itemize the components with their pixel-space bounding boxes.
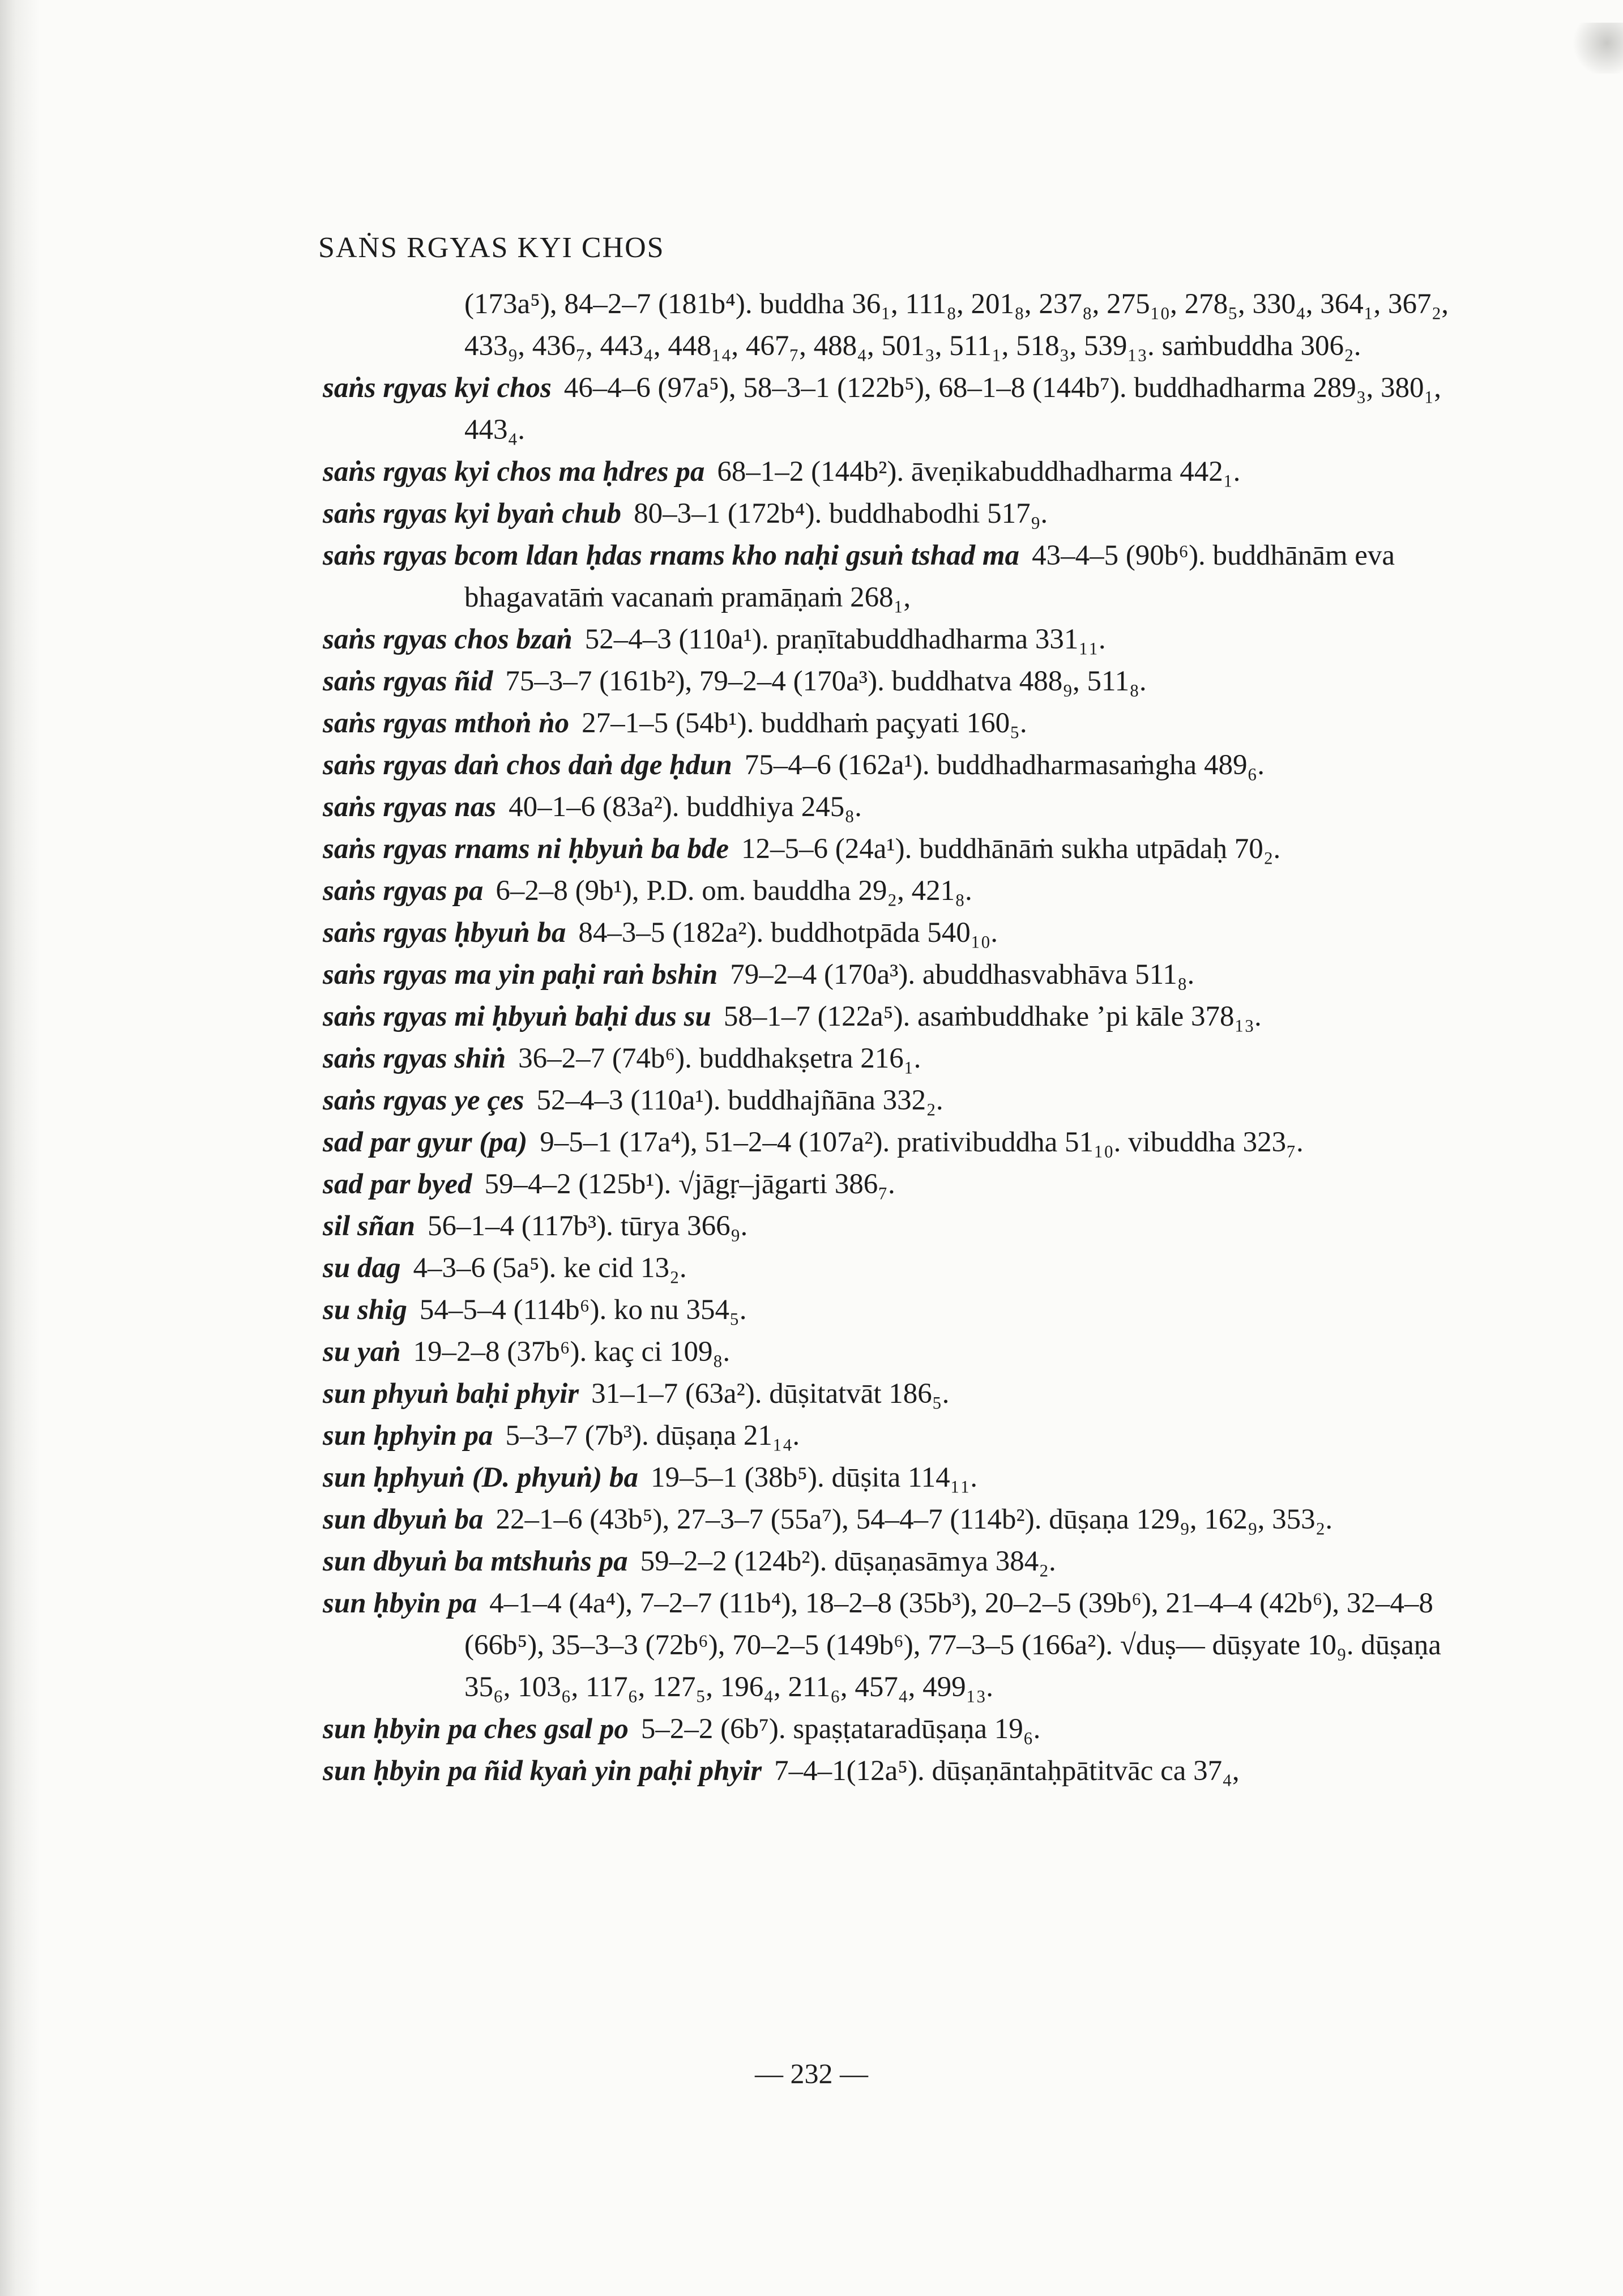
dictionary-entry [323,1331,1461,1373]
entry-headword: sun ḥbyin pa ches gsal po [323,1713,629,1745]
entry-headword: saṅs rgyas ye çes [323,1085,524,1116]
entry-definition: 54–5–4 (114b⁶). ko nu 354₅. [419,1294,747,1326]
entry-headword: su shig [323,1294,407,1326]
dictionary-entry [323,702,1461,744]
dictionary-entry [323,870,1461,912]
running-head: SAṄS RGYAS KYI CHOS [318,232,665,264]
binding-shadow [0,0,40,2296]
entry-headword: saṅs rgyas ma yin paḥi raṅ bshin [323,959,718,991]
entry-definition: 56–1–4 (117b³). tūrya 366₉. [428,1210,748,1242]
dictionary-entry [323,1457,1461,1499]
entry-headword: sun dbyuṅ ba [323,1504,484,1535]
entry-headword: sil sñan [323,1210,416,1242]
entry-headword: sun ḥbyin pa ñid kyaṅ yin paḥi phyir [323,1755,762,1787]
dictionary-entry [323,1540,1461,1582]
entry-headword: saṅs rgyas mthoṅ ṅo [323,707,570,739]
dictionary-entry [323,996,1461,1038]
entry-headword: saṅs rgyas pa [323,875,484,907]
entry-definition: 52–4–3 (110a¹). buddhajñāna 332₂. [536,1085,943,1116]
entry-headword: saṅs rgyas kyi chos ma ḥdres pa [323,456,705,488]
entry-headword: su yaṅ [323,1336,401,1368]
entry-headword: saṅs rgyas shiṅ [323,1043,506,1074]
entry-definition: 59–2–2 (124b²). dūṣaṇasāmya 384₂. [640,1546,1056,1577]
entry-headword: sun phyuṅ baḥi phyir [323,1378,579,1410]
entry-headword: sad par gyur (pa) [323,1126,528,1158]
entry-definition: 84–3–5 (182a²). buddhotpāda 540₁₀. [578,917,998,949]
entry-headword: saṅs rgyas daṅ chos daṅ dge ḥdun [323,749,732,781]
entry-definition: 80–3–1 (172b⁴). buddhabodhi 517₉. [634,498,1048,530]
entry-definition: 19–5–1 (38b⁵). dūṣita 114₁₁. [650,1462,977,1493]
dictionary-entry [323,744,1461,786]
entry-headword: saṅs rgyas chos bzaṅ [323,624,573,655]
entry-definition: 43–4–5 (90b⁶). buddhānām eva bhagavatāṁ vacanaṁ pramāṇaṁ 268₁, [464,540,1395,613]
page-number: — 232 — [755,2058,868,2089]
dictionary-entry [323,493,1461,535]
entry-headword: sun ḥbyin pa [323,1587,477,1619]
dictionary-entry [323,786,1461,828]
dictionary-entries [323,283,1461,1792]
dictionary-entry [323,1415,1461,1457]
entry-definition: 46–4–6 (97a⁵), 58–3–1 (122b⁵), 68–1–8 (144b⁷). buddhadharma 289₃, 380₁, 443₄. [464,372,1442,446]
entry-definition: 6–2–8 (9b¹), P.D. om. bauddha 29₂, 421₈. [496,875,972,907]
dictionary-entry [323,912,1461,954]
entry-definition: 7–4–1(12a⁵). dūṣaṇāntaḥpātitvāc ca 37₄, [774,1755,1240,1787]
dictionary-entry [323,1373,1461,1415]
continuation-entry [323,283,1461,367]
scan-smudge [1569,23,1623,74]
entry-definition: 36–2–7 (74b⁶). buddhakṣetra 216₁. [518,1043,921,1074]
dictionary-entry [323,954,1461,996]
entry-definition: 75–3–7 (161b²), 79–2–4 (170a³). buddhatva 488₉, 511₈. [505,665,1147,697]
entry-definition: 31–1–7 (63a²). dūṣitatvāt 186₅. [591,1378,950,1410]
entry-headword: sad par byed [323,1168,472,1200]
entry-headword: saṅs rgyas rnams ni ḥbyuṅ ba bde [323,833,729,865]
entry-definition: 58–1–7 (122a⁵). asaṁbuddhake ’pi kāle 378₁₃. [723,1001,1262,1032]
entry-definition: 9–5–1 (17a⁴), 51–2–4 (107a²). prativibuddha 51₁₀. vibuddha 323₇. [540,1126,1304,1158]
entry-headword: saṅs rgyas kyi byaṅ chub [323,498,622,530]
entry-definition: 5–2–2 (6b⁷). spaṣṭataradūṣaṇa 19₆. [640,1713,1041,1745]
entry-definition: 5–3–7 (7b³). dūṣaṇa 21₁₄. [505,1420,800,1452]
dictionary-entry [323,1289,1461,1331]
entry-headword: saṅs rgyas ñid [323,665,493,697]
dictionary-entry [323,1121,1461,1163]
dictionary-entry [323,618,1461,660]
entry-headword: sun ḥphyin pa [323,1420,493,1452]
entry-definition: 22–1–6 (43b⁵), 27–3–7 (55a⁷), 54–4–7 (114b²). dūṣaṇa 129₉, 162₉, 353₂. [496,1504,1333,1535]
entry-definition: 68–1–2 (144b²). āveṇikabuddhadharma 442₁. [717,456,1241,488]
dictionary-entry [323,1163,1461,1205]
entry-headword: saṅs rgyas nas [323,791,497,823]
dictionary-entry [323,828,1461,870]
entry-headword: saṅs rgyas kyi chos [323,372,552,404]
dictionary-entry [323,451,1461,493]
entry-definition: 52–4–3 (110a¹). praṇītabuddhadharma 331₁₁. [584,624,1106,655]
entry-definition: 75–4–6 (162a¹). buddhadharmasaṁgha 489₆. [744,749,1265,781]
entry-definition: 4–3–6 (5a⁵). ke cid 13₂. [413,1252,687,1284]
dictionary-entry [323,660,1461,702]
dictionary-entry [323,1205,1461,1247]
dictionary-entry [323,367,1461,451]
entry-headword: su dag [323,1252,401,1284]
entry-definition: 79–2–4 (170a³). abuddhasvabhāva 511₈. [730,959,1195,991]
entry-definition: 4–1–4 (4a⁴), 7–2–7 (11b⁴), 18–2–8 (35b³), 20–2–5 (39b⁶), 21–4–4 (42b⁶), 32–4–8 (66b⁵), 35–3–3 (72b⁶), 70–2–5 (149b⁶), 77–3–5 (166a²). √duṣ— dūṣyate 10₉. dūṣaṇa 35₆, 103₆, 117₆, 127₅, 196₄, 211₆, 457₄, 499₁₃. [464,1587,1441,1703]
entry-definition: 40–1–6 (83a²). buddhiya 245₈. [509,791,862,823]
entry-headword: saṅs rgyas bcom ldan ḥdas rnams kho naḥi gsuṅ tshad ma [323,540,1020,571]
entry-definition: (173a⁵), 84–2–7 (181b⁴). buddha 36₁, 111₈, 201₈, 237₈, 275₁₀, 278₅, 330₄, 364₁, 367₂, 433₉, 436₇, 443₄, 448₁₄, 467₇, 488₄, 501₃, 511₁, 518₃, 539₁₃. saṁbuddha 306₂. [464,288,1449,362]
entry-headword: saṅs rgyas ḥbyuṅ ba [323,917,566,949]
dictionary-entry [323,1247,1461,1289]
dictionary-entry [323,1750,1461,1792]
entry-headword: sun dbyuṅ ba mtshuṅs pa [323,1546,628,1577]
dictionary-entry [323,535,1461,618]
entry-definition: 19–2–8 (37b⁶). kaç ci 109₈. [413,1336,731,1368]
entry-headword: saṅs rgyas mi ḥbyuṅ baḥi dus su [323,1001,711,1032]
dictionary-entry [323,1038,1461,1079]
dictionary-entry [323,1499,1461,1540]
dictionary-entry [323,1708,1461,1750]
entry-definition: 12–5–6 (24a¹). buddhānāṁ sukha utpādaḥ 70₂. [741,833,1281,865]
entry-definition: 27–1–5 (54b¹). buddhaṁ paçyati 160₅. [582,707,1027,739]
entry-definition: 59–4–2 (125b¹). √jāgṛ–jāgarti 386₇. [484,1168,895,1200]
dictionary-entry [323,1079,1461,1121]
entry-headword: sun ḥphyuṅ (D. phyuṅ) ba [323,1462,638,1493]
dictionary-entry [323,1582,1461,1708]
